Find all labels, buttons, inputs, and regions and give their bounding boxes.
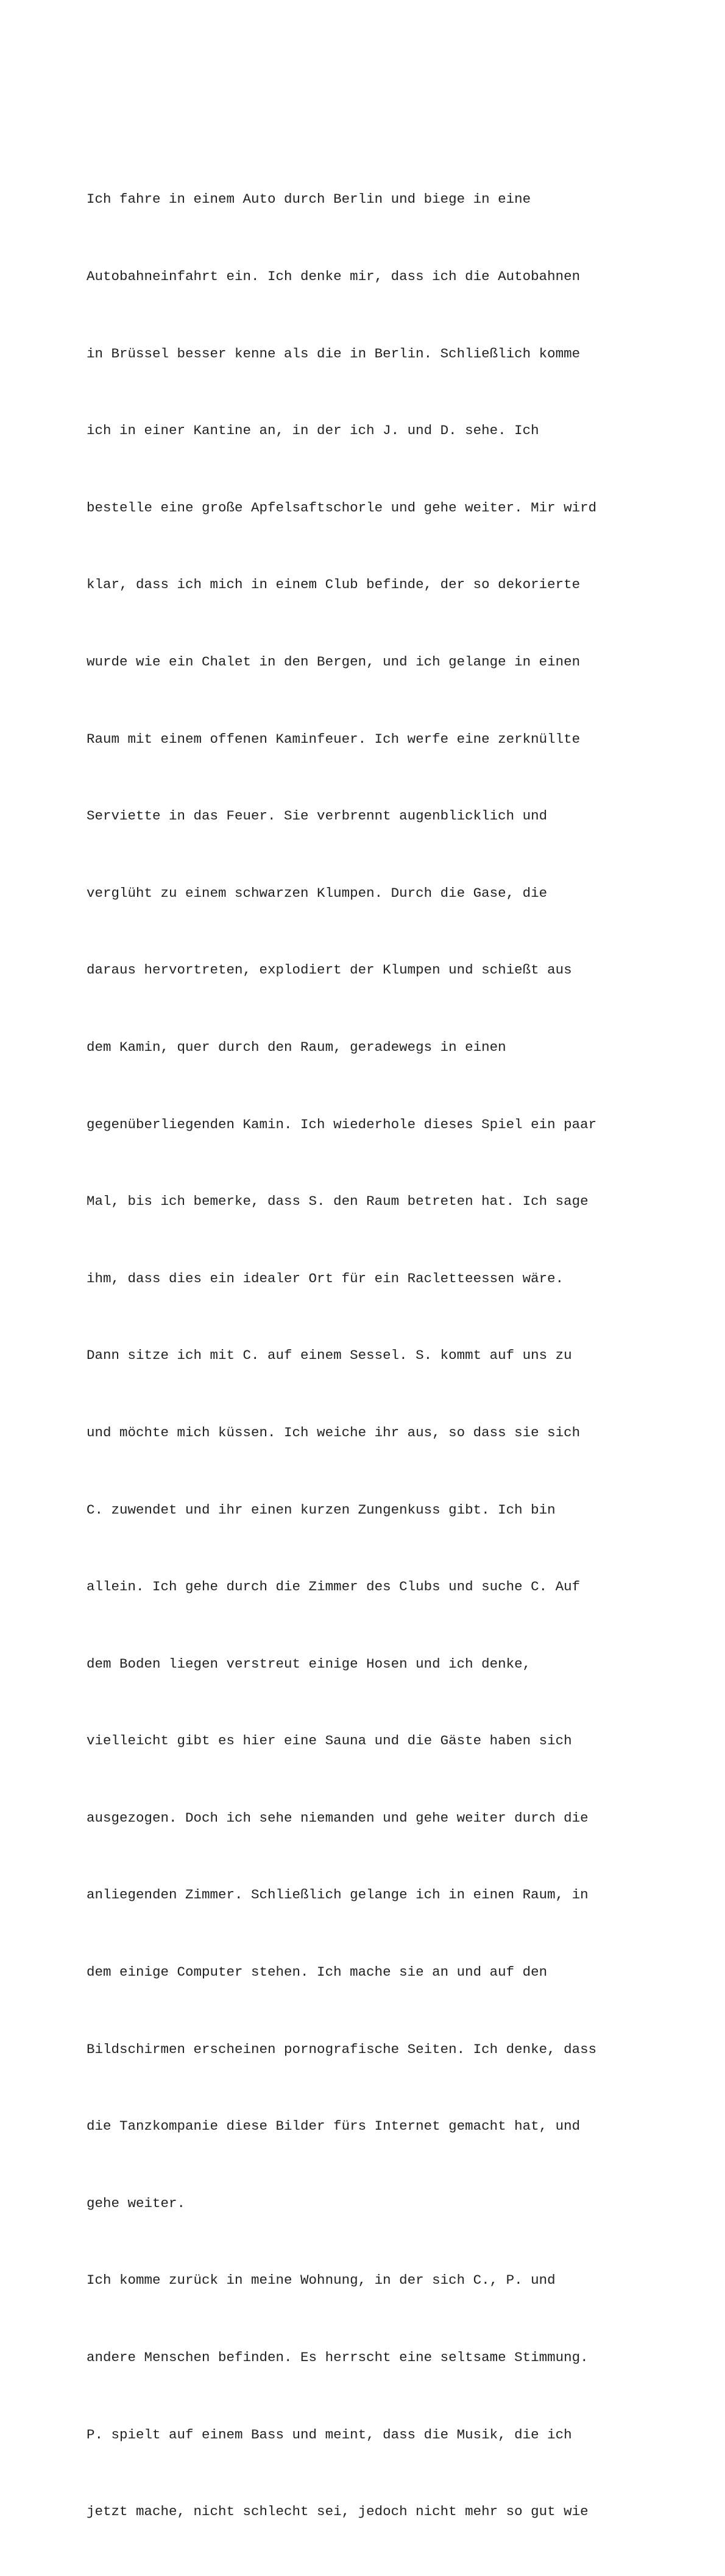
text-line: Raum mit einem offenen Kaminfeuer. Ich werfe eine zerknüllte (87, 731, 581, 747)
text-line: dem Boden liegen verstreut einige Hosen und ich denke, (87, 1655, 531, 1672)
text-line: ihm, dass dies ein idealer Ort für ein Racletteessen wäre. (87, 1270, 564, 1286)
text-line: und möchte mich küssen. Ich weiche ihr aus, so dass sie sich (87, 1424, 581, 1441)
text-line: in Brüssel besser kenne als die in Berlin. Schließlich komme (87, 345, 581, 362)
text-line: gehe weiter. (87, 2195, 186, 2211)
text-line: Ich fahre in einem Auto durch Berlin und biege in eine (87, 191, 531, 208)
text-line: gegenüberliegenden Kamin. Ich wiederhole dieses Spiel ein paar (87, 1116, 597, 1132)
text-line: P. spielt auf einem Bass und meint, dass die Musik, die ich (87, 2426, 572, 2443)
text-line: wurde wie ein Chalet in den Bergen, und ich gelange in einen (87, 653, 581, 670)
text-line: allein. Ich gehe durch die Zimmer des Clubs und suche C. Auf (87, 1579, 581, 1595)
text-line: ausgezogen. Doch ich sehe niemanden und gehe weiter durch die (87, 1809, 589, 1826)
text-line: dem Kamin, quer durch den Raum, geradewegs in einen (87, 1039, 506, 1055)
text-line: Ich komme zurück in meine Wohnung, in der sich C., P. und (87, 2272, 556, 2289)
text-line: verglüht zu einem schwarzen Klumpen. Durch die Gase, die (87, 885, 548, 901)
text-line: dem einige Computer stehen. Ich mache sie an und auf den (87, 1964, 548, 1981)
text-line: bestelle eine große Apfelsaftschorle und gehe weiter. Mir wird (87, 499, 597, 516)
text-line: Autobahneinfahrt ein. Ich denke mir, dass ich die Autobahnen (87, 268, 581, 284)
text-line: andere Menschen befinden. Es herrscht eine seltsame Stimmung. (87, 2350, 589, 2366)
text-line: vielleicht gibt es hier eine Sauna und die Gäste haben sich (87, 1733, 572, 1749)
text-line: Serviette in das Feuer. Sie verbrennt augenblicklich und (87, 808, 548, 824)
text-line: anliegenden Zimmer. Schließlich gelange ich in einen Raum, in (87, 1887, 589, 1903)
text-line: Mal, bis ich bemerke, dass S. den Raum betreten hat. Ich sage (87, 1193, 589, 1210)
text-line: ich in einer Kantine an, in der ich J. und D. sehe. Ich (87, 423, 539, 439)
text-line: Bildschirmen erscheinen pornografische Seiten. Ich denke, dass (87, 2041, 597, 2057)
text-line: die Tanzkompanie diese Bilder fürs Internet gemacht hat, und (87, 2118, 581, 2135)
text-line: klar, dass ich mich in einem Club befinde, der so dekorierte (87, 577, 581, 593)
body-text (87, 135, 671, 2576)
text-line: daraus hervortreten, explodiert der Klumpen und schießt aus (87, 962, 572, 978)
text-line: C. zuwendet und ihr einen kurzen Zungenkuss gibt. Ich bin (87, 1501, 556, 1518)
text-line: jetzt mache, nicht schlecht sei, jedoch nicht mehr so gut wie (87, 2504, 589, 2520)
text-line: Dann sitze ich mit C. auf einem Sessel. S. kommt auf uns zu (87, 1347, 572, 1364)
